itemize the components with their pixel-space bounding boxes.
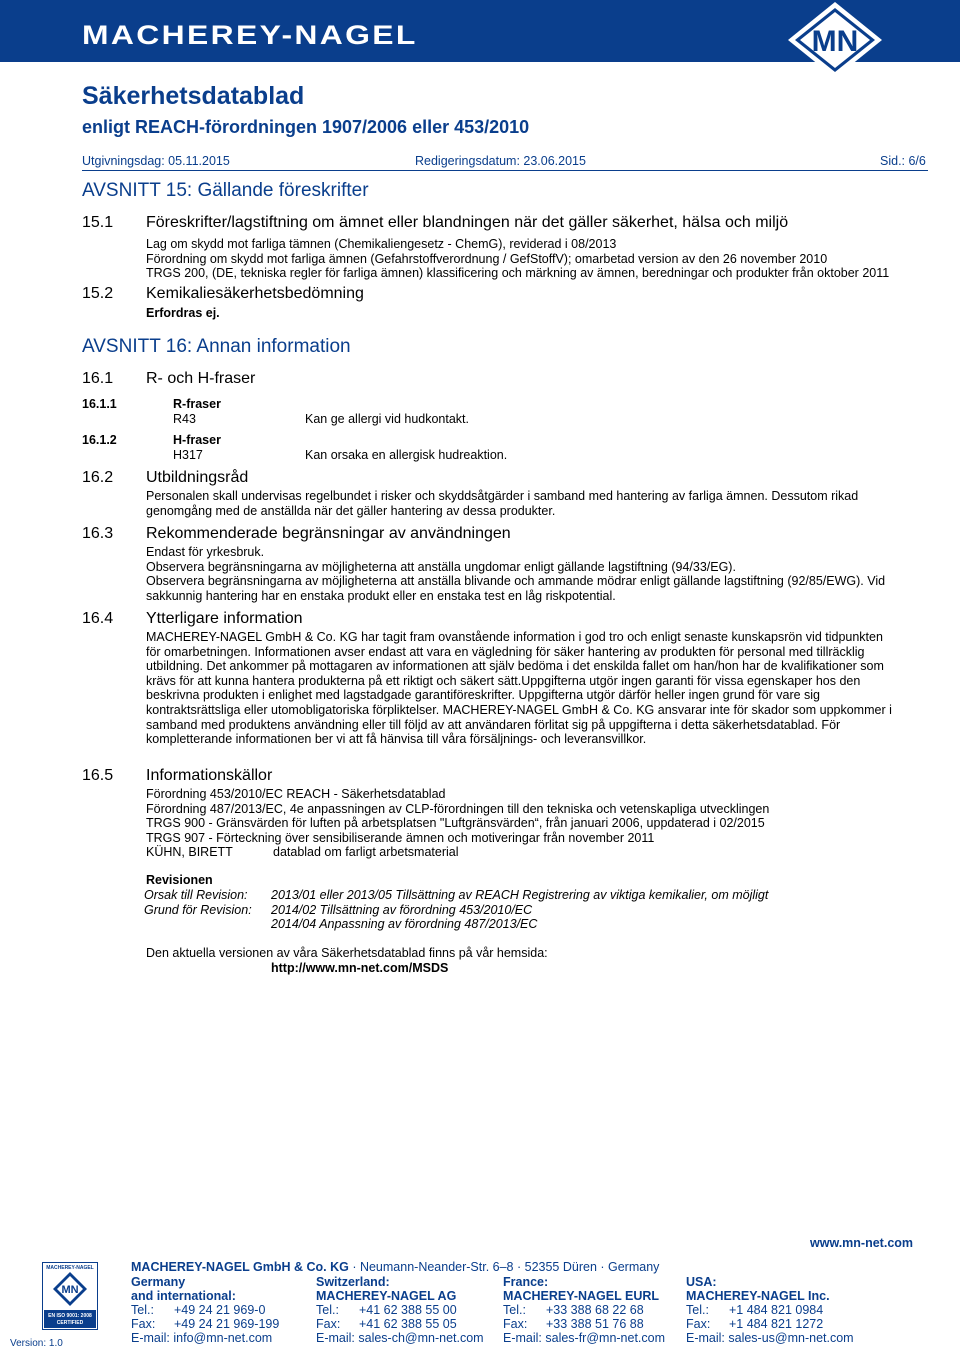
subsection-number: 16.4 <box>82 610 114 627</box>
text-line: kompletterande informationen ber vi att få hänvisa till våra försäljnings- och leveransvillkor. <box>146 732 647 747</box>
footer-website[interactable]: www.mn-net.com <box>810 1236 914 1250</box>
fax-value: +41 62 388 55 05 <box>359 1317 457 1331</box>
r-phrases-number: 16.1.1 <box>82 397 117 411</box>
h-phrases-label: H-fraser <box>173 433 221 447</box>
footer-contact-germany <box>131 1275 279 1345</box>
footer-col-heading: MACHEREY-NAGEL Inc. <box>686 1289 830 1303</box>
subsection-title: R- och H-fraser <box>146 370 256 387</box>
revision-basis-label: Grund för Revision: <box>144 903 252 917</box>
footer-tel-line <box>503 1303 665 1317</box>
fax-label: Fax: <box>686 1317 711 1331</box>
footer-tel-line <box>316 1303 484 1317</box>
footer-col-heading: Switzerland: <box>316 1275 390 1289</box>
text-line: Förordning 453/2010/EC REACH - Säkerhetsdatablad <box>146 787 446 801</box>
tel-label: Tel.: <box>316 1303 339 1317</box>
version-label: Version: 1.0 <box>10 1338 63 1349</box>
header-divider <box>82 170 928 171</box>
tel-value: +49 24 21 969-0 <box>174 1303 266 1317</box>
paragraph-block <box>146 237 889 281</box>
footer-company: MACHEREY-NAGEL GmbH & Co. KG <box>131 1260 349 1274</box>
footer-contact-usa <box>686 1275 854 1345</box>
footer-col-heading: MACHEREY-NAGEL EURL <box>503 1289 660 1303</box>
mn-logo-icon <box>776 0 894 80</box>
text-line: Personalen skall undervisas regelbundet i risker och skyddsåtgärder i samband med hantering av farliga ämnen. Dessutom rikad <box>146 489 859 503</box>
footer-company-line <box>131 1260 659 1274</box>
subsection-title: Utbildningsråd <box>146 469 249 486</box>
text-line: TRGS 907 - Förteckning över sensibiliserande ämnen och motiveringar från november 2011 <box>146 830 655 845</box>
footer-col-heading: France: <box>503 1275 549 1289</box>
h-phrase-code: H317 <box>173 448 203 462</box>
page-number: Sid.: 6/6 <box>880 154 926 168</box>
footer-fax-line <box>503 1317 665 1331</box>
footer-fax-line <box>316 1317 484 1331</box>
document-title: Säkerhetsdatablad <box>82 82 305 110</box>
r-phrases-label: R-fraser <box>173 397 221 411</box>
footer-col-heading: USA: <box>686 1275 717 1289</box>
r-phrase-code: R43 <box>173 412 196 426</box>
tel-value: +1 484 821 0984 <box>729 1303 824 1317</box>
footer-col-heading: MACHEREY-NAGEL AG <box>316 1289 457 1303</box>
footer-fax-line <box>686 1317 854 1331</box>
footer-tel-line <box>131 1303 279 1317</box>
subsection-number: 16.1 <box>82 370 114 387</box>
text-line: TRGS 200, (DE, tekniska regler för farliga ämnen) klassificering och märkning av ämnen, beredningar och produkter från oktober 2011 <box>146 266 890 281</box>
footer-contact-switzerland <box>316 1275 484 1345</box>
tel-value: +41 62 388 55 00 <box>359 1303 457 1317</box>
text-line: utbildning. Det ankommer på mottagaren av informationen att själv bedöma i det enskilda fallet om han/hon har de kvalifikationer som <box>146 659 884 674</box>
subsection-number: 15.2 <box>82 285 114 302</box>
revision-reason-label: Orsak till Revision: <box>144 888 248 902</box>
footer-email[interactable]: E-mail: sales-ch@mn-net.com <box>316 1331 484 1345</box>
paragraph-block <box>146 630 892 747</box>
text-line: Lag om skydd mot farliga tämnen (Chemikaliengesetz - ChemG), reviderad i 08/2013 <box>146 237 617 251</box>
website-text: Den aktuella versionen av våra Säkerhetsdatablad finns på vår hemsida: <box>146 946 548 960</box>
h-phrases-number: 16.1.2 <box>82 433 117 447</box>
subsection-title: Kemikaliesäkerhetsbedömning <box>146 285 364 302</box>
subsection-number: 16.3 <box>82 525 114 542</box>
footer-fax-line <box>131 1317 279 1331</box>
brand-name: MACHEREY-NAGEL <box>82 20 418 50</box>
logo-text: MN <box>811 25 859 58</box>
iso-certified-icon <box>42 1262 98 1330</box>
revision-basis-value: 2014/02 Tillsättning av förordning 453/2010/EC <box>271 903 533 917</box>
paragraph-block <box>146 545 885 603</box>
text-line: Endast för yrkesbruk. <box>146 545 265 559</box>
fax-label: Fax: <box>503 1317 528 1331</box>
text-line: Observera begränsningarna av möjligheterna att anställa blivande och ammande mödrar enligt gällande lagstiftning (92/85/EWG). Vid <box>146 574 886 589</box>
footer-col-heading: and international: <box>131 1289 236 1303</box>
source-author: KÜHN, BIRETT <box>146 845 233 859</box>
fax-value: +49 24 21 969-199 <box>174 1317 280 1331</box>
footer-email[interactable]: E-mail: sales-fr@mn-net.com <box>503 1331 666 1345</box>
text-line: beskrivna produkten i enlighet med lagstadgade garantiföreskrifter. Uppgifterna utgör därför heller ingen grund för vare sig <box>146 688 821 703</box>
text-line: samband med produktens användning eller till följd av att användaren förlitat sig på uppgifterna i detta säkerhetsdatablad. För <box>146 717 841 732</box>
subsection-title: Informationskällor <box>146 767 273 784</box>
fax-value: +33 388 51 76 88 <box>546 1317 644 1331</box>
paragraph-block <box>146 489 858 518</box>
text-line: krävs för att kunna hantera produkterna på ett riktigt och säkert sätt.Uppgifterna utgör ingen garanti för vissa egenskaper hos den <box>146 673 861 688</box>
footer-email[interactable]: E-mail: sales-us@mn-net.com <box>686 1331 854 1345</box>
revision-basis-value: 2014/04 Anpassning av förordning 487/2013/EC <box>271 917 538 931</box>
paragraph-block <box>146 787 769 845</box>
text-line: sakkunnig hantering har en enstaka produkt eller en enstaka test en låg riskpotential. <box>146 588 616 603</box>
tel-label: Tel.: <box>686 1303 709 1317</box>
source-title: datablad om farligt arbetsmaterial <box>273 845 459 859</box>
revision-heading: Revisionen <box>146 873 213 887</box>
tel-value: +33 388 68 22 68 <box>546 1303 644 1317</box>
document-subtitle: enligt REACH-förordningen 1907/2006 eller 453/2010 <box>82 117 530 137</box>
text-line: MACHEREY-NAGEL GmbH & Co. KG har tagit fram ovanstående information i god tro och enligt senaste kunskapsrön vid tidpunkten <box>146 630 883 644</box>
section-15-title: AVSNITT 15: Gällande föreskrifter <box>82 180 369 201</box>
tel-label: Tel.: <box>503 1303 526 1317</box>
subsection-title: Föreskrifter/lagstiftning om ämnet eller blandningen när det gäller säkerhet, hälsa och miljö <box>146 214 789 231</box>
r-phrase-text: Kan ge allergi vid hudkontakt. <box>305 412 469 426</box>
cert-logo-text: MN <box>61 1284 79 1296</box>
section-16-title: AVSNITT 16: Annan information <box>82 336 351 357</box>
fax-label: Fax: <box>131 1317 156 1331</box>
cert-iso-text: EN ISO 9001: 2008 <box>48 1313 92 1319</box>
fax-value: +1 484 821 1272 <box>729 1317 824 1331</box>
subsection-number: 16.5 <box>82 767 114 784</box>
text-line: Observera begränsningarna av möjligheterna att anställa ungdomar enligt gällande lagstiftning (94/33/EG). <box>146 559 736 574</box>
subsection-title: Rekommenderade begränsningar av användningen <box>146 525 511 542</box>
footer-contact-france <box>503 1275 665 1345</box>
footer-col-heading: Germany <box>131 1275 186 1289</box>
text-line: Förordning 487/2013/EC, 4e anpassningen av CLP-förordningen till den tekniska och vetenskapliga utvecklingen <box>146 801 770 816</box>
subsection-number: 15.1 <box>82 214 114 231</box>
text-line: genomgång med de anställda när det gäller hantering av dessa produkter. <box>146 503 556 518</box>
cert-brand-text: MACHEREY-NAGEL <box>46 1265 94 1271</box>
text-line: för omarbetningen. Informationen avser endast att vara en vägledning för säker hantering av produkten för personal med tillräcklig <box>146 644 865 659</box>
footer-address: · Neumann-Neander-Str. 6–8 · 52355 Düren · Germany <box>348 1260 660 1274</box>
cert-certified-text: CERTIFIED <box>56 1320 84 1326</box>
subsection-number: 16.2 <box>82 469 114 486</box>
website-link[interactable]: http://www.mn-net.com/MSDS <box>271 961 449 975</box>
assessment-text: Erfordras ej. <box>146 306 220 320</box>
text-line: Förordning om skydd mot farliga ämnen (Gefahrstoffverordnung / GefStoffV); omarbetad version av den 26 november 2010 <box>146 251 828 266</box>
revision-date: Redigeringsdatum: 23.06.2015 <box>415 154 586 168</box>
tel-label: Tel.: <box>131 1303 154 1317</box>
issue-date: Utgivningsdag: 05.11.2015 <box>82 154 230 168</box>
text-line: TRGS 900 - Gränsvärden för luften på arbetsplatsen "Luftgränsvärden“, från januari 2006, uppdaterad i 02/2015 <box>146 816 765 831</box>
footer-email[interactable]: E-mail: info@mn-net.com <box>131 1331 273 1345</box>
text-line: kontraktsrättsliga eller utomobligatoriska förpliktelser. MACHEREY-NAGEL GmbH & Co. KG ansvarar inte för skador som uppkommer i <box>146 702 892 717</box>
footer-tel-line <box>686 1303 854 1317</box>
revision-reason-value: 2013/01 eller 2013/05 Tillsättning av REACH Registrering av viktiga kemikalier, om möjligt <box>271 888 769 902</box>
fax-label: Fax: <box>316 1317 341 1331</box>
subsection-title: Ytterligare information <box>146 610 303 627</box>
h-phrase-text: Kan orsaka en allergisk hudreaktion. <box>305 448 508 462</box>
